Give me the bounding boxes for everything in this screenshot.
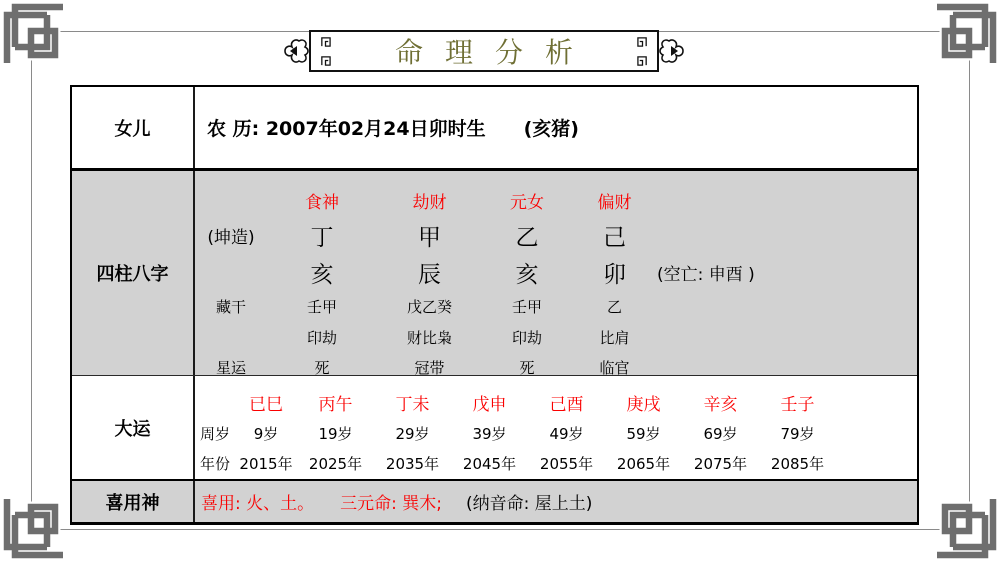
dayun-year: 2085年 [770, 454, 825, 473]
frame-line-left [31, 60, 32, 502]
kongwang-text: (空亡: 申酉 ) [657, 265, 755, 285]
heavenly-stem: 己 [603, 225, 626, 251]
hidden-god: 印劫 [306, 329, 337, 347]
xingyun-value: 死 [314, 359, 330, 377]
row-label-xiyong: 喜用神 [72, 481, 195, 522]
dayun-pillar: 丁未 [395, 395, 430, 415]
earthly-branch: 亥 [310, 262, 334, 288]
birth-date-text: 农 历: 2007年02月24日卯时生 [207, 118, 486, 140]
xingyun-label: 星运 [215, 359, 246, 377]
dayun-ages-row [195, 418, 917, 448]
dayun-year: 2015年 [239, 454, 293, 473]
earthly-branch: 卯 [603, 262, 626, 288]
dayun-age: 39岁 [472, 424, 507, 443]
dayun-grid [195, 376, 917, 479]
zodiac-text: (亥猪) [523, 118, 579, 140]
stems-row [195, 217, 917, 254]
year-label: 年份 [200, 454, 231, 473]
dayun-age: 59岁 [626, 424, 661, 443]
table-row-xiyong [72, 479, 917, 522]
heavenly-stem: 甲 [418, 225, 441, 251]
dayun-age: 29岁 [395, 424, 430, 443]
dayun-pillar: 辛亥 [703, 395, 738, 415]
hidden-god: 财比枭 [406, 329, 452, 347]
earthly-branch: 亥 [515, 262, 539, 288]
dayun-year: 2065年 [616, 454, 671, 473]
dayun-age: 49岁 [549, 424, 584, 443]
branches-row [195, 254, 917, 291]
age-label: 周岁 [200, 424, 231, 443]
xingyun-value: 死 [519, 359, 535, 377]
canggan-value: 壬甲 [511, 298, 542, 316]
hidden-gods-row [195, 322, 917, 353]
dayun-years-row [195, 448, 917, 478]
canggan-value: 壬甲 [306, 298, 337, 316]
dayun-year: 2035年 [385, 454, 440, 473]
title-banner [283, 30, 685, 72]
heavenly-stem: 乙 [515, 225, 539, 251]
dayun-age: 79岁 [780, 424, 815, 443]
dayun-pillar: 己酉 [549, 395, 584, 415]
table-row-person [72, 87, 917, 168]
bazi-table [70, 85, 919, 525]
dayun-age: 19岁 [318, 424, 353, 443]
xingyun-value: 临官 [599, 359, 630, 377]
canggan-row [195, 291, 917, 322]
frame-line-right [969, 60, 970, 502]
dayun-pillar: 丙午 [318, 395, 353, 415]
dayun-age: 69岁 [703, 424, 738, 443]
dayun-pillar: 戊申 [472, 395, 507, 415]
row-label-bazi: 四柱八字 [72, 171, 195, 375]
cloud-ornament-icon [659, 35, 685, 67]
row-label-dayun: 大运 [72, 376, 195, 479]
title-box [309, 30, 659, 72]
xingyun-value: 冠带 [414, 359, 445, 377]
table-row-dayun [72, 376, 917, 479]
favorable-elements-text: 喜用: 火、土。 [201, 494, 315, 514]
corner-knot-icon [2, 2, 64, 64]
corner-knot-icon [2, 498, 64, 560]
dayun-pillar: 壬子 [780, 395, 815, 415]
bazi-grid [195, 171, 917, 375]
ten-god: 劫财 [412, 193, 447, 213]
frame-line-bottom [58, 529, 942, 530]
sanyuan-text: 三元命: 巽木; [340, 494, 442, 514]
ten-god: 元女 [510, 193, 544, 213]
dayun-pillar: 庚戌 [626, 395, 661, 415]
table-row-bazi [72, 168, 917, 376]
dayun-age: 9岁 [253, 424, 279, 443]
spiral-ornament-icon [637, 55, 648, 66]
birth-info-cell [195, 87, 917, 168]
corner-knot-icon [936, 2, 998, 64]
dayun-year: 2075年 [693, 454, 748, 473]
spiral-ornament-icon [320, 55, 331, 66]
page-title: 命理分析 [394, 36, 595, 69]
corner-knot-icon [936, 498, 998, 560]
ten-god: 偏财 [597, 193, 632, 213]
dayun-year: 2025年 [308, 454, 363, 473]
canggan-value: 乙 [606, 298, 622, 316]
dayun-pillars-row [195, 387, 917, 418]
dayun-pillar: 已巳 [249, 395, 283, 415]
spiral-ornament-icon [637, 36, 648, 47]
row-label-person: 女儿 [72, 87, 195, 168]
ten-gods-row [195, 184, 917, 217]
xiyong-cell [195, 481, 917, 522]
dayun-year: 2045年 [462, 454, 517, 473]
cloud-ornament-icon [283, 35, 309, 67]
heavenly-stem: 丁 [310, 225, 334, 251]
dayun-year: 2055年 [539, 454, 594, 473]
hidden-god: 比肩 [599, 329, 630, 347]
gender-label: (坤造) [207, 228, 255, 248]
canggan-label: 藏干 [215, 298, 246, 316]
nayin-text: (纳音命: 屋上土) [466, 494, 593, 514]
spiral-ornament-icon [320, 36, 331, 47]
canggan-value: 戊乙癸 [406, 298, 452, 316]
hidden-god: 印劫 [511, 329, 542, 347]
ten-god: 食神 [305, 193, 339, 213]
earthly-branch: 辰 [418, 262, 441, 288]
